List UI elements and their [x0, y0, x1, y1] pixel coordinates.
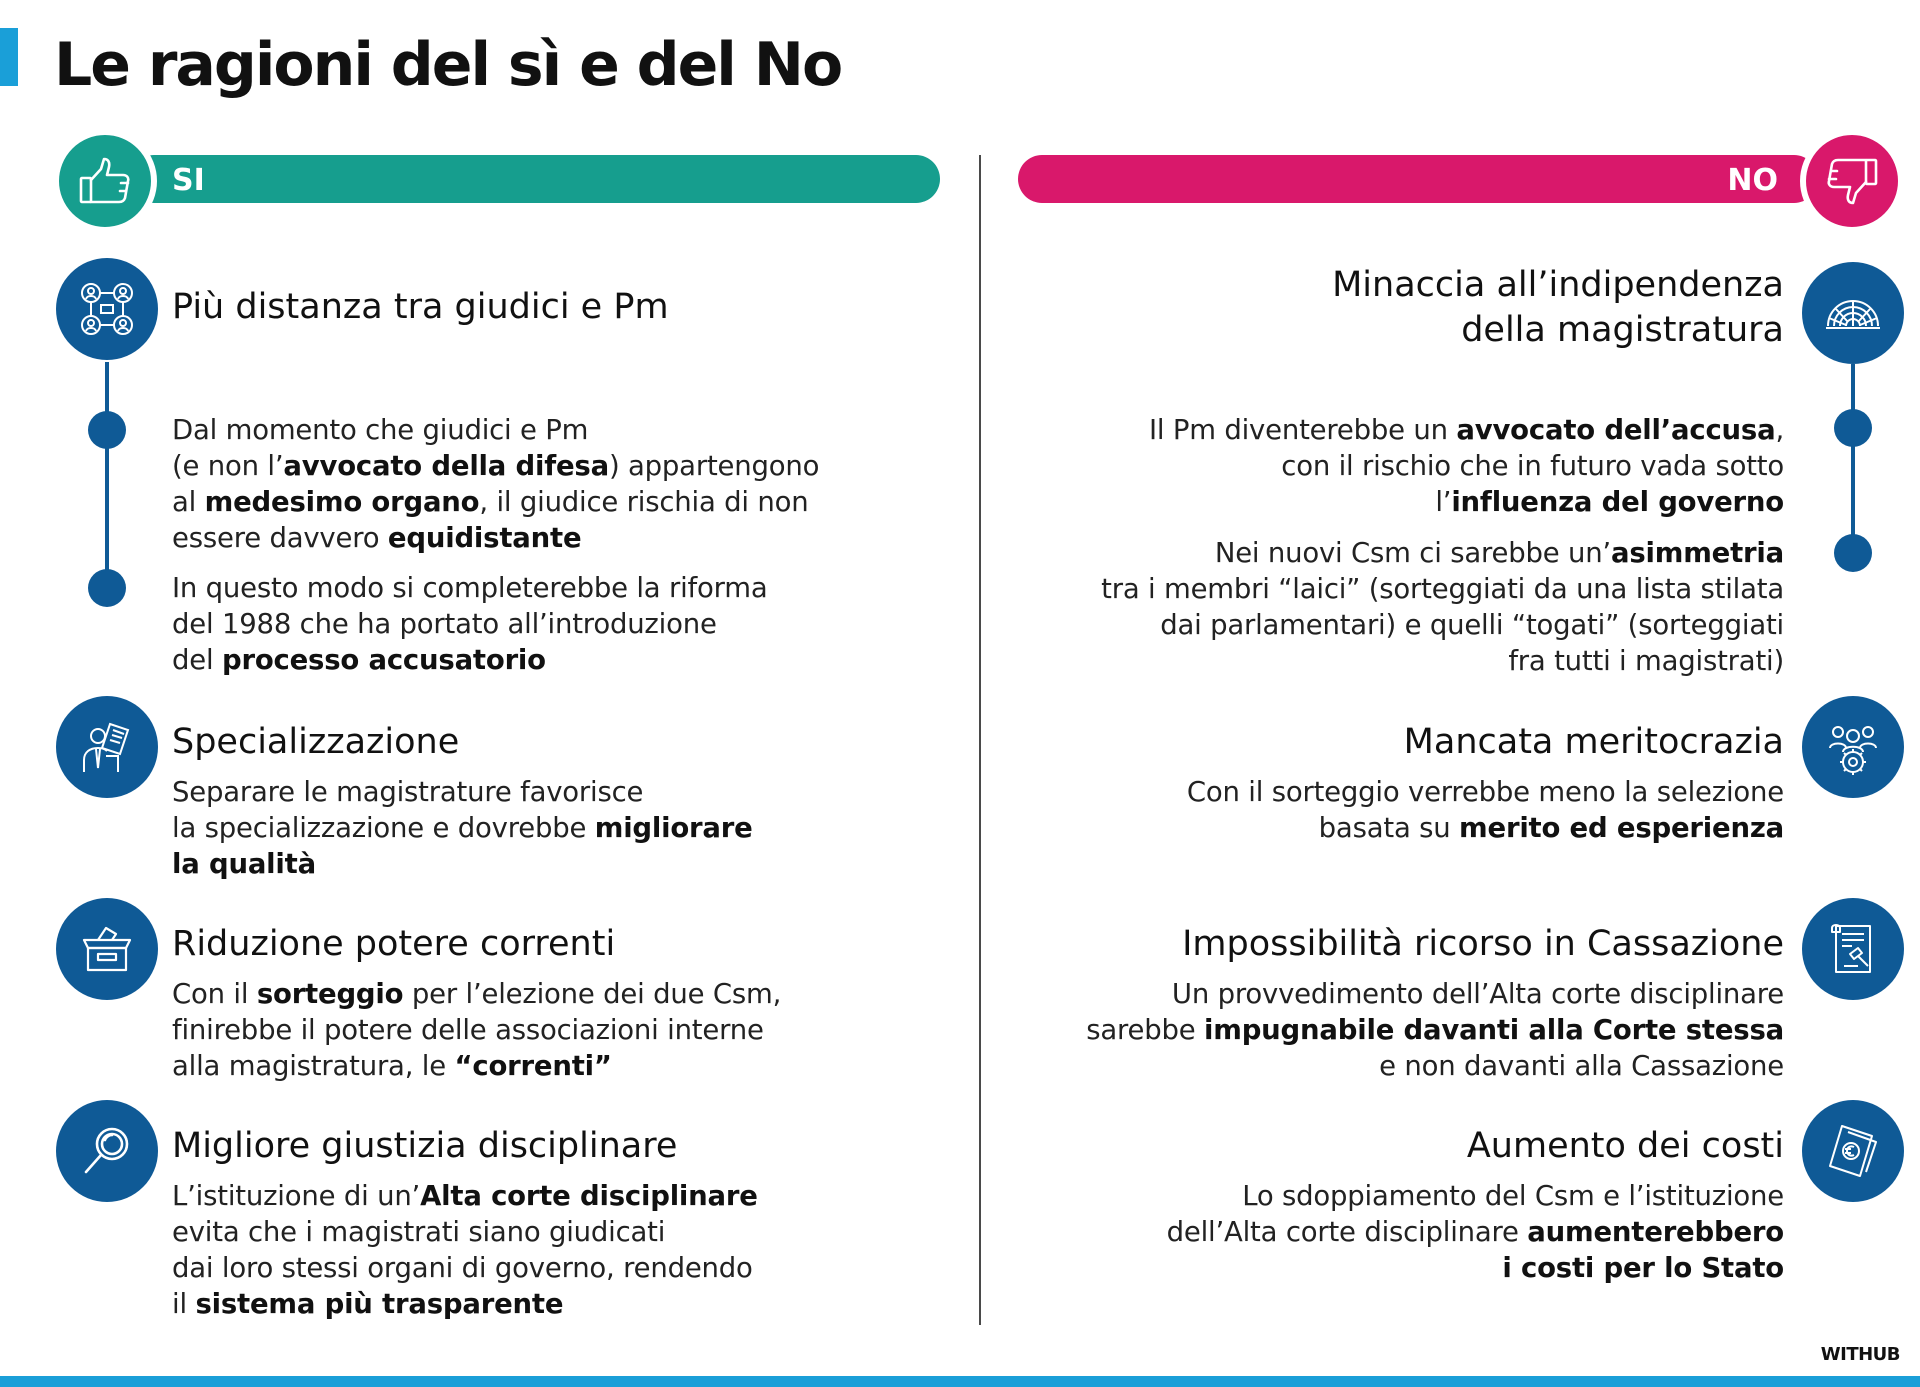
no-item-heading: Minaccia all’indipendenza della magistratura: [1332, 265, 1784, 350]
accent-bar: [0, 28, 18, 86]
emphasis-text: asimmetria: [1610, 537, 1784, 569]
timeline-dot: [1834, 534, 1872, 572]
si-item-heading: Riduzione potere correnti: [172, 924, 616, 964]
no-item-text: Con il sorteggio verrebbe meno la selezione basata su merito ed esperienza: [1186, 776, 1784, 844]
emphasis-text: i costi per lo Stato: [1502, 1252, 1784, 1284]
no-item-heading: Aumento dei costi: [1466, 1126, 1784, 1166]
emphasis-text: migliorare: [594, 812, 753, 844]
thumbs-up-icon: [53, 129, 157, 233]
emphasis-text: medesimo organo: [204, 486, 480, 518]
emphasis-text: influenza del governo: [1451, 486, 1784, 518]
euro-banknotes-icon: [1802, 1100, 1904, 1202]
si-item-heading: Migliore giustizia disciplinare: [172, 1126, 678, 1166]
si-item-heading: Più distanza tra giudici e Pm: [172, 287, 669, 327]
si-label: SI: [172, 163, 205, 198]
si-item-text: Separare le magistrature favorisce la specializzazione e dovrebbe migliorare la qualità: [172, 776, 753, 880]
no-item-text: Nei nuovi Csm ci sarebbe un’asimmetria tra i membri “laici” (sorteggiati da una lista stilata dai parlamentari) e quelli “togati” (sorteggiati fra tutti i magistrati): [1101, 537, 1784, 677]
emphasis-text: equidistante: [387, 522, 582, 554]
emphasis-text: “correnti”: [454, 1050, 612, 1082]
timeline-dot: [88, 569, 126, 607]
timeline-line: [1851, 364, 1855, 554]
si-item-text: Dal momento che giudici e Pm (e non l’avvocato della difesa) appartengono al medesimo organo, il giudice rischia di non essere davvero equidistante: [172, 414, 820, 554]
emphasis-text: Alta corte disciplinare: [420, 1180, 758, 1212]
brand-logo: WITHUB: [1820, 1344, 1900, 1365]
timeline-dot: [88, 411, 126, 449]
si-item-text: L’istituzione di un’Alta corte disciplinare evita che i magistrati siano giudicati dai loro stessi organi di governo, rendendo il sistema più trasparente: [172, 1180, 758, 1320]
specialist-documents-icon: [56, 696, 158, 798]
emphasis-text: avvocato dell’accusa: [1456, 414, 1776, 446]
emphasis-text: la qualità: [172, 848, 316, 880]
no-item-text: Lo sdoppiamento del Csm e l’istituzione dell’Alta corte disciplinare aumenterebbero i costi per lo Stato: [1166, 1180, 1784, 1284]
emphasis-text: processo accusatorio: [221, 644, 546, 676]
thumbs-down-icon: [1800, 129, 1904, 233]
no-item-heading: Impossibilità ricorso in Cassazione: [1182, 924, 1784, 964]
emphasis-text: impugnabile davanti alla Corte stessa: [1204, 1014, 1784, 1046]
footer-bar: [0, 1376, 1920, 1387]
no-item-text: Un provvedimento dell’Alta corte disciplinare sarebbe impugnabile davanti alla Corte stessa e non davanti alla Cassazione: [1086, 978, 1784, 1082]
no-item-text: Il Pm diventerebbe un avvocato dell’accusa, con il rischio che in futuro vada sotto l’influenza del governo: [1148, 414, 1784, 518]
ballot-box-icon: [56, 898, 158, 1000]
no-item-heading: Mancata meritocrazia: [1403, 722, 1784, 762]
emphasis-text: sorteggio: [256, 978, 404, 1010]
si-item-text: Con il sorteggio per l’elezione dei due Csm, finirebbe il potere delle associazioni interne alla magistratura, le “correnti”: [172, 978, 782, 1082]
people-network-icon: [56, 258, 158, 360]
timeline-line: [105, 362, 109, 584]
si-item-heading: Specializzazione: [172, 722, 460, 762]
timeline-dot: [1834, 409, 1872, 447]
team-gear-icon: [1802, 696, 1904, 798]
parliament-hemicycle-icon: [1802, 262, 1904, 364]
si-header-bar: [130, 155, 940, 203]
no-header-bar: [1018, 155, 1818, 203]
page-title: Le ragioni del sì e del No: [54, 30, 842, 100]
emphasis-text: aumenterebbero: [1527, 1216, 1784, 1248]
si-item-text: In questo modo si completerebbe la riforma del 1988 che ha portato all’introduzione del processo accusatorio: [172, 572, 768, 676]
magnifying-glass-icon: [56, 1100, 158, 1202]
emphasis-text: avvocato della difesa: [283, 450, 609, 482]
no-label: NO: [1727, 163, 1778, 198]
column-divider: [979, 155, 981, 1325]
emphasis-text: merito ed esperienza: [1459, 812, 1784, 844]
emphasis-text: sistema più trasparente: [195, 1288, 564, 1320]
legal-scroll-gavel-icon: [1802, 898, 1904, 1000]
